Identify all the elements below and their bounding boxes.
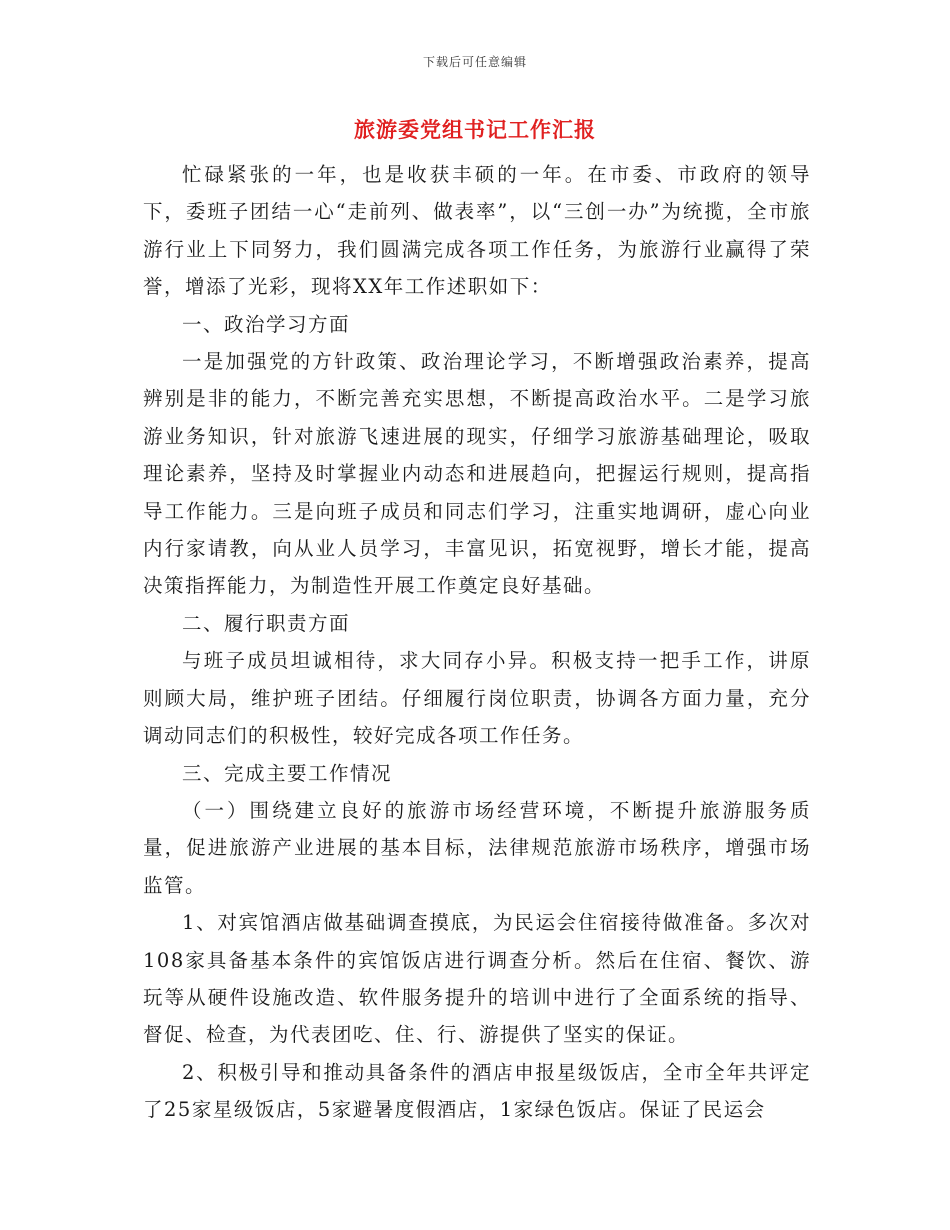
paragraph-duties: 与班子成员坦诚相待，求大同存小异。积极支持一把手工作，讲原则顾大局，维护班子团结。仔细履行岗位职责，协调各方面力量，充分调动同志们的积极性，较好完成各项工作任务。 <box>143 649 811 748</box>
paragraph-intro: 忙碌紧张的一年，也是收获丰硕的一年。在市委、市政府的领导下，委班子团结一心“走前列、做表率”，以“三创一办”为统揽，全市旅游行业上下同努力，我们圆满完成各项工作任务，为旅游行业赢得了荣誉，增添了光彩，现将XX年工作述职如下： <box>143 163 811 299</box>
section-heading-duties: 二、履行职责方面 <box>182 611 351 635</box>
paragraph-political-study: 一是加强党的方针政策、政治理论学习，不断增强政治素养，提高辨别是非的能力，不断完善充实思想，不断提高政治水平。二是学习旅游业务知识，针对旅游飞速进展的现实，仔细学习旅游基础理论，吸取理论素养，坚持及时掌握业内动态和进展趋向，把握运行规则，提高指导工作能力。三是向班子成员和同志们学习，注重实地调研，虚心向业内行家请教，向从业人员学习，丰富见识，拓宽视野，增长才能，提高决策指挥能力，为制造性开展工作奠定良好基础。 <box>143 350 811 598</box>
document-title: 旅游委党组书记工作汇报 <box>354 117 596 142</box>
paragraph-subsection-1: （一）围绕建立良好的旅游市场经营环境，不断提升旅游服务质量，促进旅游产业进展的基本目标，法律规范旅游市场秩序，增强市场监管。 <box>143 798 811 897</box>
paragraph-item-1: 1、对宾馆酒店做基础调查摸底，为民运会住宿接待做准备。多次对108家具备基本条件的宾馆饭店进行调查分析。然后在住宿、餐饮、游玩等从硬件设施改造、软件服务提升的培训中进行了全面系统的指导、督促、检查，为代表团吃、住、行、游提供了坚实的保证。 <box>143 911 811 1047</box>
header-note: 下载后可任意编辑 <box>422 55 527 69</box>
section-heading-main-work: 三、完成主要工作情况 <box>182 761 393 785</box>
section-heading-political-study: 一、政治学习方面 <box>182 312 351 336</box>
document-body <box>143 156 811 1129</box>
paragraph-item-2: 2、积极引导和推动具备条件的酒店申报星级饭店，全市全年共评定了25家星级饭店，5家避暑度假酒店，1家绿色饭店。保证了民运会 <box>143 1060 811 1122</box>
